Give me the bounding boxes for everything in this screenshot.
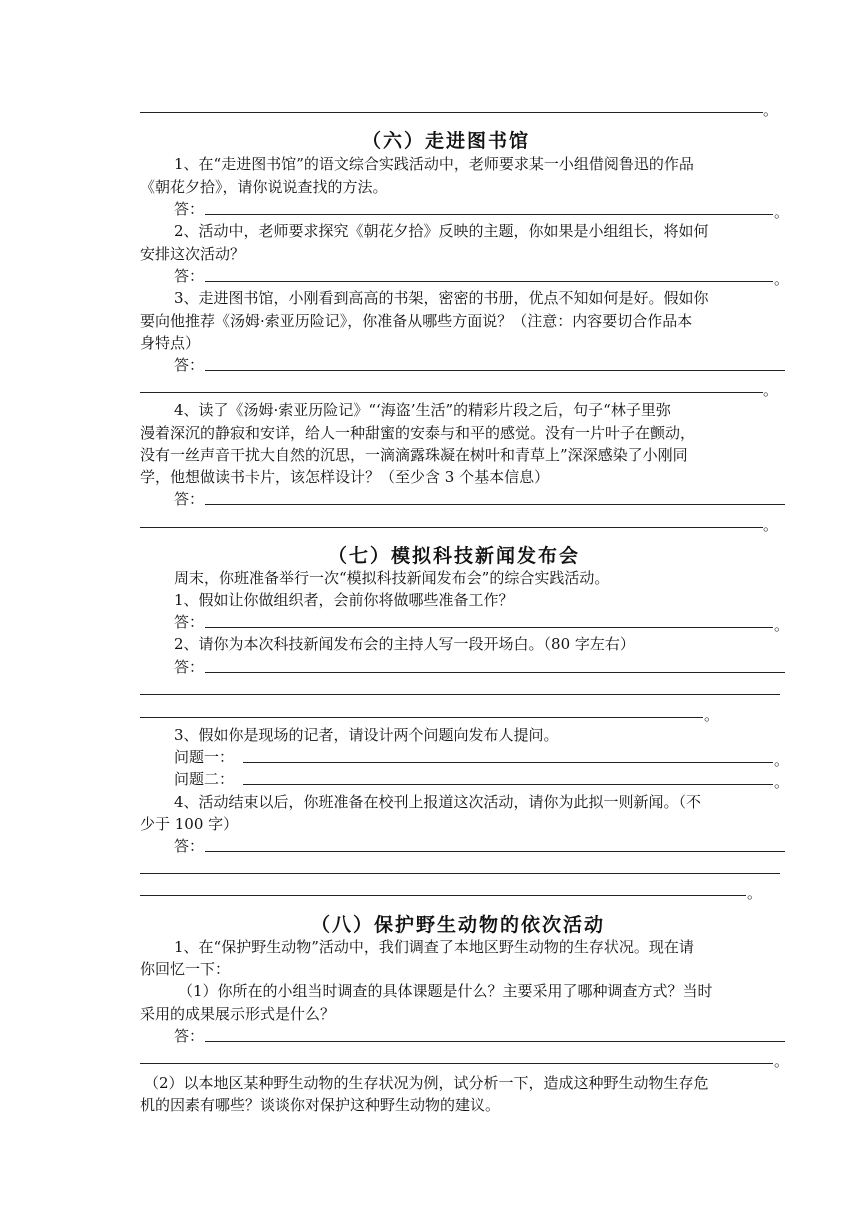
answer-line[interactable] — [140, 895, 746, 896]
answer-line[interactable] — [205, 504, 785, 505]
question-text: 《朝花夕拾》，请你说说查找的方法。 — [140, 178, 388, 196]
period-mark: 。 — [704, 706, 720, 724]
answer-label: 答： — [174, 837, 205, 855]
answer-label: 答： — [174, 490, 205, 508]
answer-line[interactable] — [243, 784, 773, 785]
section-heading-8: （八）保护野生动物的依次活动 — [311, 914, 606, 936]
answer-line[interactable] — [205, 627, 773, 628]
question-text: 要向他推荐《汤姆·索亚历险记》，你准备从哪些方面说？（注意：内容要切合作品本 — [140, 312, 693, 330]
period-mark: 。 — [774, 1052, 790, 1070]
subquestion-text: 机的因素有哪些？谈谈你对保护这种野生动物的建议。 — [140, 1096, 501, 1114]
answer-line[interactable] — [140, 527, 763, 528]
question-text: 1、在“保护野生动物”活动中，我们调查了本地区野生动物的生存状况。现在请 — [174, 938, 694, 956]
period-mark: 。 — [763, 381, 779, 399]
question-text: 1、在“走进图书馆”的语文综合实践活动中，老师要求某一小组借阅鲁迅的作品 — [174, 155, 694, 173]
answer-label: 答： — [174, 200, 205, 218]
answer-line[interactable] — [205, 370, 785, 371]
question-text: 你回忆一下： — [140, 960, 231, 978]
question-text: 3、走进图书馆，小刚看到高高的书架，密密的书册，优点不知如何是好。假如你 — [174, 289, 709, 307]
answer-line[interactable] — [140, 694, 780, 695]
question-text: 3、假如你是现场的记者，请设计两个问题向发布人提问。 — [174, 726, 559, 744]
answer-label: 答： — [174, 356, 205, 374]
subquestion-text: 采用的成果展示形式是什么？ — [140, 1005, 336, 1023]
period-mark: 。 — [774, 751, 790, 769]
answer-line[interactable] — [140, 392, 763, 393]
question-text: 2、活动中，老师要求探究《朝花夕拾》反映的主题，你如果是小组组长，将如何 — [174, 222, 709, 240]
subquestion-text: （2）以本地区某种野生动物的生存状况为例，试分析一下，造成这种野生动物生存危 — [144, 1074, 709, 1092]
answer-label: 答： — [174, 267, 205, 285]
answer-line[interactable] — [205, 281, 773, 282]
answer-line[interactable] — [205, 214, 773, 215]
period-mark: 。 — [774, 203, 790, 221]
subquestion-text: （1）你所在的小组当时调查的具体课题是什么？主要采用了哪种调查方式？当时 — [178, 982, 713, 1000]
answer-line[interactable] — [140, 717, 703, 718]
question-text: 2、请你为本次科技新闻发布会的主持人写一段开场白。（80 字左右） — [174, 635, 635, 653]
question-text: 学，他想做读书卡片，该怎样设计？（至少含 3 个基本信息） — [140, 468, 550, 486]
period-mark: 。 — [774, 616, 790, 634]
question-text: 安排这次活动？ — [140, 245, 246, 263]
period-mark: 。 — [774, 773, 790, 791]
section-heading-6: （六）走进图书馆 — [362, 130, 531, 152]
question-label: 问题一： — [174, 748, 235, 766]
question-text: 4、读了《汤姆·索亚历险记》“‘海盗’生活”的精彩片段之后，句子“林子里弥 — [174, 401, 671, 419]
question-text: 没有一丝声音干扰大自然的沉思，一滴滴露珠凝在树叶和青草上”深深感染了小刚同 — [140, 446, 688, 464]
question-text: 漫着深沉的静寂和安详，给人一种甜蜜的安泰与和平的感觉。没有一片叶子在颤动， — [140, 424, 696, 442]
answer-line — [140, 112, 763, 113]
period-mark: 。 — [747, 884, 763, 902]
period-mark: 。 — [763, 101, 779, 119]
period-mark: 。 — [774, 270, 790, 288]
answer-line[interactable] — [205, 672, 785, 673]
answer-label: 答： — [174, 658, 205, 676]
answer-line[interactable] — [205, 851, 785, 852]
answer-label: 答： — [174, 1027, 205, 1045]
intro-text: 周末，你班准备举行一次“模拟科技新闻发布会”的综合实践活动。 — [174, 569, 610, 587]
question-text: 少于 100 字） — [140, 815, 239, 833]
question-text: 1、假如让你做组织者，会前你将做哪些准备工作？ — [174, 591, 514, 609]
question-text: 4、活动结束以后，你班准备在校刊上报道这次活动，请你为此拟一则新闻。（不 — [174, 793, 702, 811]
section-heading-7: （七）模拟科技新闻发布会 — [328, 545, 581, 567]
period-mark: 。 — [763, 516, 779, 534]
question-text: 身特点） — [140, 334, 201, 352]
answer-line[interactable] — [243, 762, 773, 763]
answer-line[interactable] — [140, 1063, 773, 1064]
question-label: 问题二： — [174, 770, 235, 788]
answer-label: 答： — [174, 613, 205, 631]
answer-line[interactable] — [205, 1041, 785, 1042]
answer-line[interactable] — [140, 873, 780, 874]
